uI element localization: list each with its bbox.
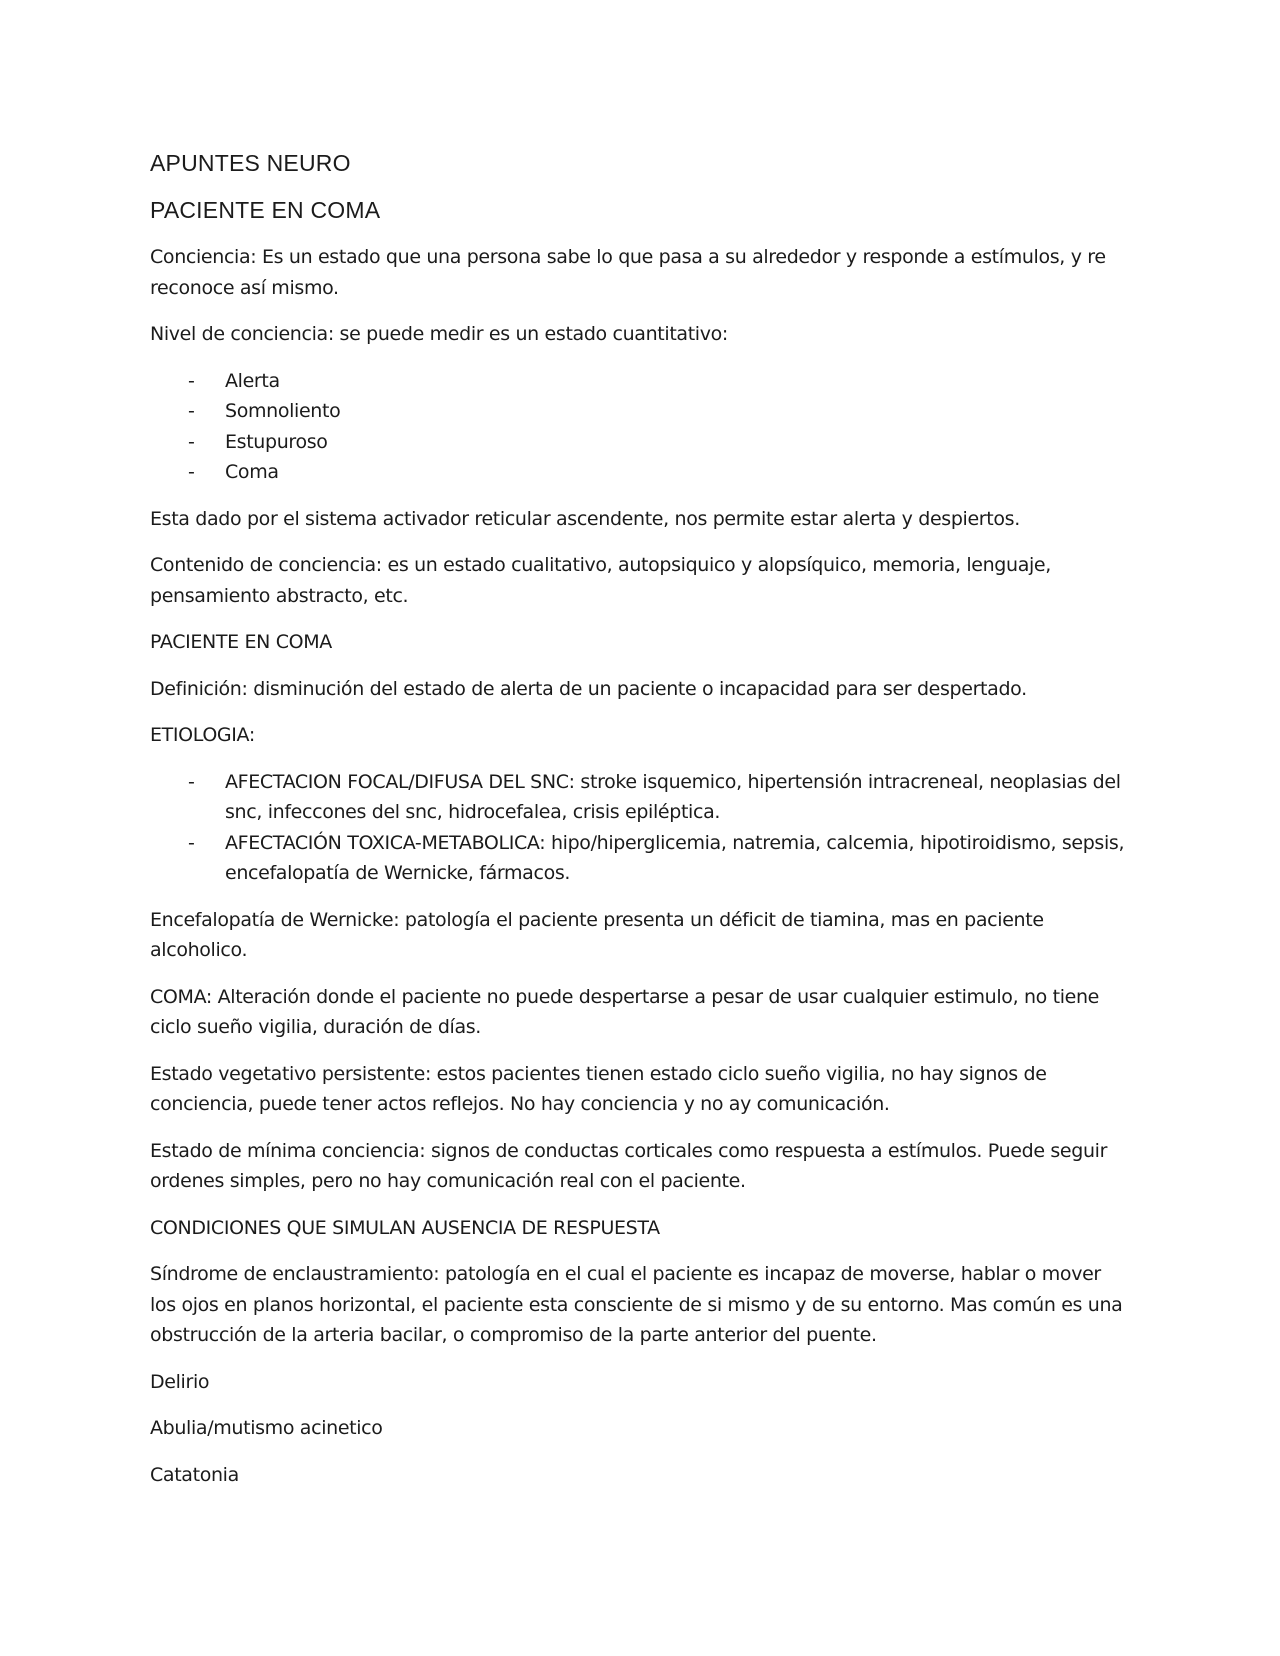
list-item xyxy=(150,366,1130,397)
document-page xyxy=(150,148,1130,1506)
list-bullet: - xyxy=(188,831,195,854)
paragraph-vegetativo: Estado vegetativo persistente: estos pacientes tienen estado ciclo sueño vigilia, no hay signos de conciencia, puede tener actos reflejos. No hay conciencia y no ay comunicación. xyxy=(150,1062,1047,1115)
list-bullet: - xyxy=(188,430,195,453)
section-heading-condiciones: CONDICIONES QUE SIMULAN AUSENCIA DE RESPUESTA xyxy=(150,1216,660,1239)
paragraph-wernicke: Encefalopatía de Wernicke: patología el paciente presenta un déficit de tiamina, mas en paciente alcoholico. xyxy=(150,908,1044,961)
paragraph-nivel-conciencia: Nivel de conciencia: se puede medir es un estado cuantitativo: xyxy=(150,323,728,345)
list-item xyxy=(150,767,1130,828)
list-item xyxy=(150,828,1130,889)
section-heading-etiologia: ETIOLOGIA: xyxy=(150,724,255,746)
paragraph-coma: COMA: Alteración donde el paciente no puede despertarse a pesar de usar cualquier estimulo, no tiene ciclo sueño vigilia, duración de días. xyxy=(150,985,1100,1038)
list-bullet: - xyxy=(188,400,195,422)
etiologia-list xyxy=(150,767,1130,889)
paragraph-minima-conciencia: Estado de mínima conciencia: signos de conductas corticales como respuesta a estímulos. Puede seguir ordenes simples, pero no hay comunicación real con el paciente. xyxy=(150,1139,1108,1192)
paragraph-abulia: Abulia/mutismo acinetico xyxy=(150,1417,383,1439)
list-bullet: - xyxy=(188,369,195,392)
paragraph-definicion: Definición: disminución del estado de alerta de un paciente o incapacidad para ser despertado. xyxy=(150,677,1027,700)
list-item xyxy=(150,457,1130,488)
list-item xyxy=(150,396,1130,427)
paragraph-enclaustramiento: Síndrome de enclaustramiento: patología en el cual el paciente es incapaz de moverse, hablar o mover los ojos en planos horizontal, el paciente esta consciente de si mismo y de su entorno. Mas común es una obstrucción de la arteria bacilar, o compromiso de la parte anterior del puente. xyxy=(150,1263,1123,1346)
paragraph-sistema: Esta dado por el sistema activador reticular ascendente, nos permite estar alerta y despiertos. xyxy=(150,507,1020,530)
paragraph-contenido: Contenido de conciencia: es un estado cualitativo, autopsiquico y alopsíquico, memoria, lenguaje, pensamiento abstracto, etc. xyxy=(150,554,1051,607)
niveles-list xyxy=(150,366,1130,488)
paragraph-delirio: Delirio xyxy=(150,1370,210,1393)
list-item-text: Estupuroso xyxy=(225,430,328,453)
list-item-text: Coma xyxy=(225,461,279,483)
list-item-text: AFECTACIÓN TOXICA-METABOLICA: hipo/hiperglicemia, natremia, calcemia, hipotiroidismo, sepsis, encefalopatía de Wernicke, fármacos. xyxy=(225,831,1125,884)
list-bullet: - xyxy=(188,770,195,793)
list-item-text: Somnoliento xyxy=(225,400,341,422)
document-title: APUNTES NEURO xyxy=(150,150,351,176)
paragraph-catatonia: Catatonia xyxy=(150,1463,239,1486)
list-item-text: Alerta xyxy=(225,369,280,392)
list-item xyxy=(150,427,1130,458)
paragraph-conciencia: Conciencia: Es un estado que una persona sabe lo que pasa a su alrededor y responde a estímulos, y re reconoce así mismo. xyxy=(150,246,1106,299)
section-heading-coma: PACIENTE EN COMA xyxy=(150,631,332,653)
list-item-text: AFECTACION FOCAL/DIFUSA DEL SNC: stroke isquemico, hipertensión intracreneal, neoplasias del snc, infeccones del snc, hidrocefalea, crisis epiléptica. xyxy=(225,770,1121,823)
list-bullet: - xyxy=(188,461,195,483)
document-subtitle: PACIENTE EN COMA xyxy=(150,197,381,223)
